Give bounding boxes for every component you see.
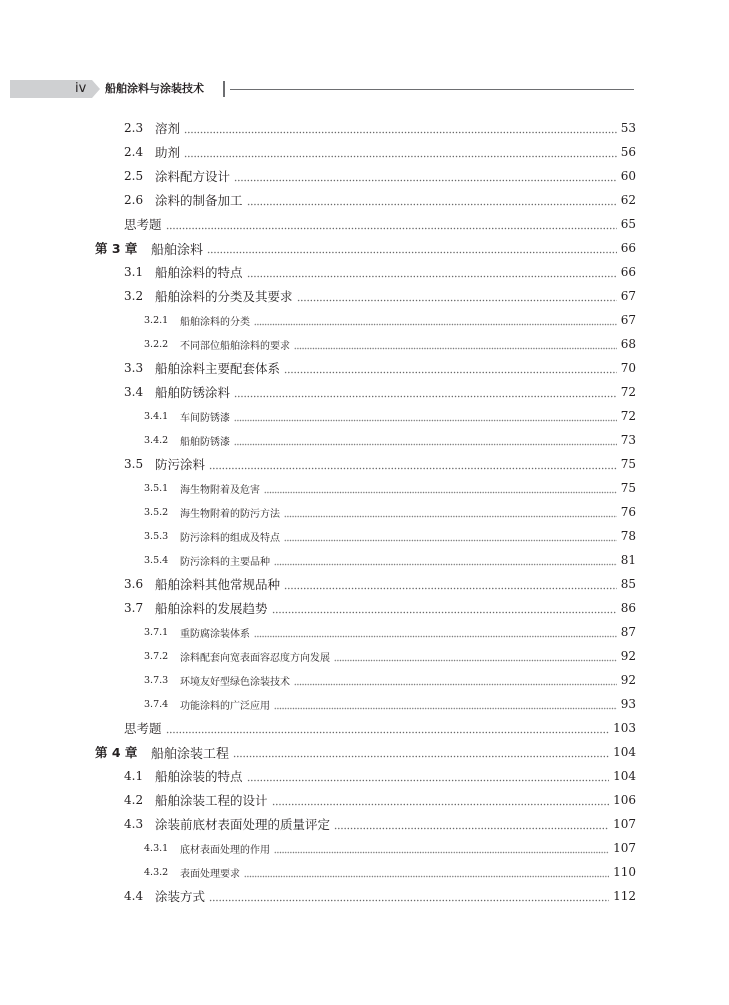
page-number-roman: iv [75,81,87,96]
toc-entry-chapter[interactable] [0,236,636,260]
toc-entry-sub[interactable] [0,476,636,500]
toc-leader-dots [294,673,617,687]
toc-entry-number: 3.4.2 [144,434,169,446]
toc-entry-page-number: 53 [620,121,636,135]
toc-entry-page-number: 75 [620,481,636,495]
toc-entry-section[interactable] [0,572,636,596]
toc-entry-page-number: 107 [613,841,636,855]
toc-entry-sub[interactable] [0,644,636,668]
book-title: 船舶涂料与涂装技术 [105,82,204,95]
toc-entry-page-number: 75 [620,457,636,471]
toc-entry-page-number: 103 [613,721,636,735]
toc-entry-sub[interactable] [0,860,636,884]
toc-entry-title: 重防腐涂装体系 [180,628,250,640]
toc-entry-title: 船舶涂料 [151,242,204,258]
toc-leader-dots [274,697,617,711]
toc-entry-page-number: 73 [620,433,636,447]
toc-leader-dots [234,169,617,183]
toc-entry-number: 3.7.1 [144,626,169,638]
header-separator-bar [223,81,225,97]
toc-entry-section[interactable] [0,140,636,164]
toc-leader-dots [284,361,617,375]
toc-entry-number: 3.7.2 [144,650,169,662]
toc-entry-page-number: 104 [613,769,636,783]
toc-entry-number: 4.4 [124,889,144,903]
toc-entry-page-number: 112 [613,889,636,903]
toc-entry-page-number: 62 [620,193,636,207]
toc-leader-dots [166,217,617,231]
toc-entry-section[interactable] [0,380,636,404]
toc-entry-number: 2.3 [124,121,144,135]
toc-entry-page-number: 85 [620,577,636,591]
toc-entry-sub[interactable] [0,692,636,716]
toc-entry-number: 3.3 [124,361,144,375]
toc-entry-number: 3.5.2 [144,506,169,518]
toc-entry-number: 3.2 [124,289,144,303]
toc-entry-number: 3.5.3 [144,530,169,542]
toc-entry-page-number: 68 [620,337,636,351]
toc-entry-plain[interactable] [0,212,636,236]
toc-entry-title: 船舶涂料主要配套体系 [155,361,281,376]
toc-entry-page-number: 66 [620,265,636,279]
toc-entry-number: 3.1 [124,265,144,279]
toc-leader-dots [166,721,610,735]
toc-entry-number: 3.5.4 [144,554,169,566]
toc-entry-section[interactable] [0,188,636,212]
toc-entry-section[interactable] [0,884,636,908]
toc-leader-dots [334,649,617,663]
toc-leader-dots [254,625,617,639]
toc-entry-page-number: 92 [620,673,636,687]
toc-entry-number: 第 3 章 [95,241,138,256]
toc-entry-title: 表面处理要求 [180,868,240,880]
toc-entry-section[interactable] [0,116,636,140]
toc-entry-title: 环境友好型绿色涂装技术 [180,676,290,688]
toc-entry-title: 船舶涂料的发展趋势 [155,601,268,616]
toc-leader-dots [274,553,617,567]
toc-entry-title: 船舶防锈涂料 [155,385,231,400]
toc-entry-chapter[interactable] [0,740,636,764]
toc-entry-title: 思考题 [124,217,162,232]
toc-entry-title: 海生物附着的防污方法 [180,508,280,520]
toc-entry-sub[interactable] [0,524,636,548]
header-rule [230,89,634,90]
toc-entry-title: 溶剂 [155,121,181,136]
toc-leader-dots [284,529,617,543]
toc-entry-title: 涂装方式 [155,889,206,904]
toc-entry-title: 车间防锈漆 [180,412,230,424]
toc-entry-plain[interactable] [0,716,636,740]
toc-leader-dots [274,841,609,855]
toc-entry-title: 船舶涂装工程 [151,746,230,762]
toc-entry-number: 3.5.1 [144,482,169,494]
toc-entry-section[interactable] [0,356,636,380]
toc-entry-title: 船舶涂料其他常规品种 [155,577,281,592]
toc-leader-dots [184,121,617,135]
toc-entry-page-number: 70 [620,361,636,375]
toc-entry-page-number: 72 [620,409,636,423]
toc-entry-sub[interactable] [0,308,636,332]
toc-entry-sub[interactable] [0,620,636,644]
toc-leader-dots [247,265,617,279]
toc-leader-dots [284,577,617,591]
toc-leader-dots [184,145,617,159]
toc-entry-page-number: 93 [620,697,636,711]
toc-entry-title: 船舶涂料的分类及其要求 [155,289,293,304]
toc-entry-section[interactable] [0,764,636,788]
toc-entry-section[interactable] [0,260,636,284]
toc-leader-dots [244,865,609,879]
toc-entry-number: 3.7 [124,601,144,615]
toc-entry-title: 船舶涂料的特点 [155,265,243,280]
toc-entry-number: 3.7.3 [144,674,169,686]
toc-entry-section[interactable] [0,284,636,308]
toc-entry-title: 防污涂料 [155,457,206,472]
toc-entry-number: 3.5 [124,457,144,471]
toc-entry-title: 思考题 [124,721,162,736]
toc-leader-dots [234,385,617,399]
toc-entry-page-number: 78 [620,529,636,543]
toc-entry-number: 3.2.1 [144,314,169,326]
toc-entry-number: 第 4 章 [95,745,138,760]
toc-entry-title: 底材表面处理的作用 [180,844,270,856]
toc-leader-dots [234,433,617,447]
toc-entry-page-number: 87 [620,625,636,639]
toc-entry-page-number: 67 [620,313,636,327]
toc-entry-number: 2.5 [124,169,144,183]
toc-entry-number: 3.6 [124,577,144,591]
toc-entry-title: 功能涂料的广泛应用 [180,700,270,712]
toc-entry-title: 防污涂料的主要品种 [180,556,270,568]
toc-leader-dots [272,601,617,615]
toc-entry-page-number: 110 [613,865,636,879]
toc-entry-page-number: 92 [620,649,636,663]
toc-entry-title: 涂料的制备加工 [155,193,243,208]
running-header [0,77,729,101]
toc-entry-title: 防污涂料的组成及特点 [180,532,280,544]
toc-entry-title: 海生物附着及危害 [180,484,260,496]
toc-entry-page-number: 81 [620,553,636,567]
toc-entry-title: 船舶涂装工程的设计 [155,793,268,808]
toc-entry-number: 4.3.2 [144,866,169,878]
toc-entry-section[interactable] [0,812,636,836]
toc-leader-dots [209,457,617,471]
toc-entry-sub[interactable] [0,428,636,452]
toc-entry-number: 2.4 [124,145,144,159]
toc-leader-dots [272,793,610,807]
toc-entry-page-number: 66 [620,241,636,255]
toc-entry-section[interactable] [0,788,636,812]
toc-entry-page-number: 76 [620,505,636,519]
toc-leader-dots [254,313,617,327]
toc-entry-title: 涂料配方设计 [155,169,231,184]
toc-entry-title: 船舶防锈漆 [180,436,230,448]
toc-entry-number: 3.7.4 [144,698,169,710]
header-band-arrow [92,80,100,98]
toc-entry-number: 4.3.1 [144,842,169,854]
toc-entry-number: 3.2.2 [144,338,169,350]
toc-entry-number: 2.6 [124,193,144,207]
toc-entry-sub[interactable] [0,836,636,860]
toc-leader-dots [297,289,617,303]
toc-entry-title: 船舶涂料的分类 [180,316,250,328]
toc-entry-number: 3.4.1 [144,410,169,422]
toc-entry-page-number: 67 [620,289,636,303]
toc-leader-dots [247,769,610,783]
toc-leader-dots [207,241,617,255]
toc-entry-page-number: 104 [613,745,636,759]
table-of-contents [0,116,729,908]
toc-entry-sub[interactable] [0,500,636,524]
toc-entry-page-number: 107 [613,817,636,831]
toc-entry-sub[interactable] [0,332,636,356]
toc-entry-number: 4.1 [124,769,144,783]
toc-entry-page-number: 86 [620,601,636,615]
toc-entry-page-number: 56 [620,145,636,159]
toc-leader-dots [294,337,617,351]
toc-entry-sub[interactable] [0,548,636,572]
toc-entry-page-number: 60 [620,169,636,183]
toc-leader-dots [284,505,617,519]
toc-entry-number: 4.3 [124,817,144,831]
toc-entry-page-number: 72 [620,385,636,399]
toc-entry-number: 4.2 [124,793,144,807]
toc-leader-dots [247,193,617,207]
toc-entry-section[interactable] [0,164,636,188]
toc-entry-page-number: 106 [613,793,636,807]
toc-entry-section[interactable] [0,452,636,476]
toc-leader-dots [264,481,617,495]
toc-leader-dots [234,409,617,423]
toc-leader-dots [233,745,609,759]
toc-entry-number: 3.4 [124,385,144,399]
toc-entry-sub[interactable] [0,668,636,692]
toc-entry-page-number: 65 [620,217,636,231]
toc-entry-title: 不同部位船舶涂料的要求 [180,340,290,352]
toc-entry-title: 船舶涂装的特点 [155,769,243,784]
toc-entry-title: 助剂 [155,145,181,160]
toc-entry-title: 涂料配套向宽表面容忍度方向发展 [180,652,330,664]
toc-entry-sub[interactable] [0,404,636,428]
toc-leader-dots [334,817,609,831]
toc-entry-section[interactable] [0,596,636,620]
toc-leader-dots [209,889,609,903]
toc-entry-title: 涂装前底材表面处理的质量评定 [155,817,331,832]
